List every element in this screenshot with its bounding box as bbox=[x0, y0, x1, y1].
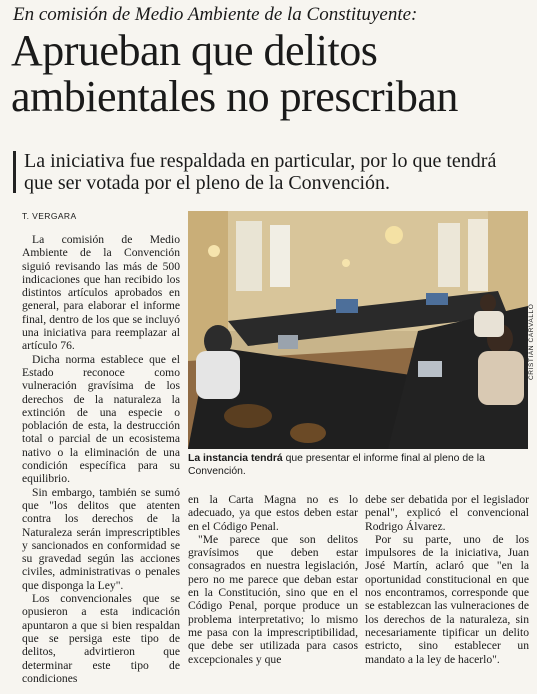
photo-caption bbox=[188, 452, 528, 478]
paragraph: Por su parte, uno de los impulsores de la iniciativa, Juan José Martín, aclaró que "en la oportunidad constitucional en que nos encontramos, corresponde que se establezcan las vulneraciones de los derechos de la naturaleza, sin necesariamente tipificar un delito estricto, sino establecer un mandato a la ley de hacerlo". bbox=[365, 532, 529, 666]
paragraph: en la Carta Magna no es lo adecuado, ya que estos deben estar en el Código Penal. bbox=[188, 493, 358, 533]
photo-credit: CRISTIÁN CARVALLO bbox=[528, 303, 535, 380]
deck-rule bbox=[13, 151, 16, 193]
paragraph: "Me parece que son delitos gravísimos que deben estar consagrados en nuestra legislación, pero no me parece que deban estar en la Constitución, sino que en el Código Penal, porque produce un problema interpretativo; lo mismo me pasa con la imprescriptibilidad, que debe ser utilizada para casos excepcionales y que bbox=[188, 532, 358, 666]
caption-lead: La instancia tendrá bbox=[188, 453, 283, 464]
caption-text: que presentar el informe final al pleno de la Convención. bbox=[188, 453, 485, 477]
article-headline: Aprueban que delitos ambientales no prescriban bbox=[11, 26, 458, 121]
paragraph: Dicha norma establece que el Estado reconoce como vulneración gravísima de los derechos de la naturaleza la extinción de una especie o población de esta, la destrucción total o parcial de un ecosistema nativo o la eliminación de una condición específica para su equilibrio. bbox=[22, 352, 180, 486]
article-byline: T. VERGARA bbox=[22, 211, 77, 221]
article-column-3 bbox=[365, 493, 529, 666]
paragraph: Los convencionales que se opusieron a esta indicación apuntaron a que si bien respaldan que se persiga este tipo de delitos, advirtieron que determinar este tipo de condiciones bbox=[22, 592, 180, 685]
article-photo bbox=[188, 211, 528, 449]
article-column-2 bbox=[188, 493, 358, 666]
paragraph: La comisión de Medio Ambiente de la Convención siguió revisando las más de 500 indicaciones que han recibido los distintos artículos aprobados en general, para elaborar el informe final, dentro de los que se incluyó una iniciativa para reemplazar al artículo 76. bbox=[22, 233, 180, 353]
article-deck: La iniciativa fue respaldada en particular, por lo que tendrá que ser votada por el pleno de la Convención. bbox=[24, 150, 497, 194]
article-kicker: En comisión de Medio Ambiente de la Constituyente: bbox=[13, 4, 418, 25]
paragraph: Sin embargo, también se sumó que "los delitos que atenten contra los derechos de la Naturaleza serán imprescriptibles y sancionados en conformidad se su gravedad según las acciones civiles, administrativas o penales que disponga la Ley". bbox=[22, 485, 180, 592]
paragraph: debe ser debatida por el legislador penal", explicó el convencional Rodrigo Álvarez. bbox=[365, 493, 529, 533]
article-column-1 bbox=[22, 233, 180, 685]
